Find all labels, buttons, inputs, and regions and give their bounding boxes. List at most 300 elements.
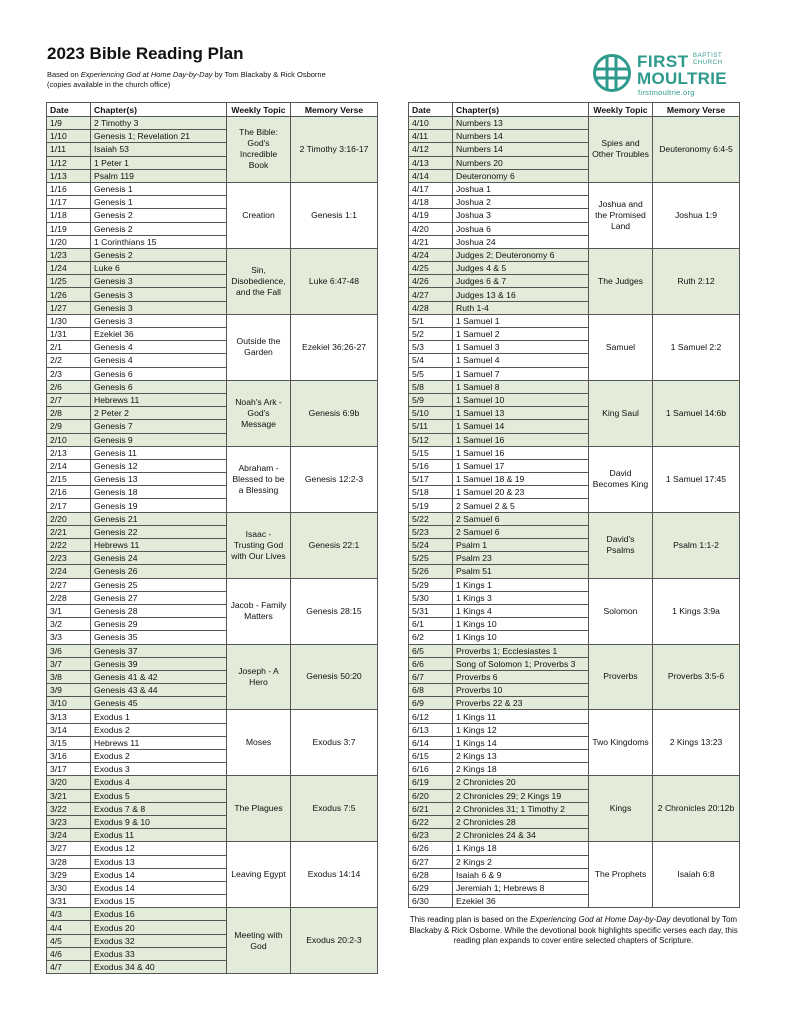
date-cell: 4/7: [47, 961, 91, 974]
date-cell: 1/18: [47, 209, 91, 222]
date-cell: 5/12: [409, 433, 453, 446]
date-cell: 3/15: [47, 736, 91, 749]
weekly-topic-cell: Joseph - A Hero: [227, 644, 291, 710]
memory-verse-cell: Isaiah 6:8: [653, 842, 740, 908]
weekly-topic-cell: Isaac - Trusting God with Our Lives: [227, 512, 291, 578]
memory-verse-cell: 2 Chronicles 20:12b: [653, 776, 740, 842]
chapter-cell: Joshua 3: [453, 209, 589, 222]
date-cell: 1/9: [47, 117, 91, 130]
weekly-topic-cell: David Becomes King: [589, 446, 653, 512]
table-row: [47, 842, 378, 855]
table-row: [47, 644, 378, 657]
verse-header: Memory Verse: [291, 103, 378, 117]
weekly-topic-cell: Joshua and the Promised Land: [589, 182, 653, 248]
subtitle-line-2: (copies available in the church office): [47, 80, 171, 89]
date-cell: 6/19: [409, 776, 453, 789]
table-row: [47, 314, 378, 327]
memory-verse-cell: Genesis 22:1: [291, 512, 378, 578]
chapter-cell: 2 Chronicles 29; 2 Kings 19: [453, 789, 589, 802]
weekly-topic-cell: Abraham - Blessed to be a Blessing: [227, 446, 291, 512]
date-cell: 5/3: [409, 341, 453, 354]
date-cell: 6/5: [409, 644, 453, 657]
chapter-cell: Exodus 9 & 10: [91, 815, 227, 828]
chapter-cell: Genesis 28: [91, 604, 227, 617]
chapter-cell: Genesis 39: [91, 657, 227, 670]
chapter-cell: 1 Kings 10: [453, 631, 589, 644]
date-cell: 5/30: [409, 591, 453, 604]
subtitle-prefix: Based on: [47, 70, 81, 79]
chapter-cell: Exodus 7 & 8: [91, 802, 227, 815]
weekly-topic-cell: The Bible: God's Incredible Book: [227, 117, 291, 183]
chapter-cell: Numbers 14: [453, 130, 589, 143]
memory-verse-cell: 2 Kings 13:23: [653, 710, 740, 776]
chapter-cell: Exodus 14: [91, 881, 227, 894]
chapter-cell: Ruth 1-4: [453, 301, 589, 314]
date-cell: 4/12: [409, 143, 453, 156]
chapter-cell: 1 Samuel 16: [453, 446, 589, 459]
chapter-cell: Jeremiah 1; Hebrews 8: [453, 881, 589, 894]
memory-verse-cell: 2 Timothy 3:16-17: [291, 117, 378, 183]
memory-verse-cell: Exodus 14:14: [291, 842, 378, 908]
date-cell: 6/7: [409, 670, 453, 683]
chapter-cell: 2 Kings 13: [453, 750, 589, 763]
chapter-cell: Genesis 2: [91, 248, 227, 261]
memory-verse-cell: Proverbs 3:5-6: [653, 644, 740, 710]
weekly-topic-cell: David's Psalms: [589, 512, 653, 578]
table-row: [409, 776, 740, 789]
chapter-cell: Genesis 3: [91, 275, 227, 288]
memory-verse-cell: Exodus 7:5: [291, 776, 378, 842]
date-cell: 5/5: [409, 367, 453, 380]
date-cell: 1/12: [47, 156, 91, 169]
date-header: Date: [47, 103, 91, 117]
date-cell: 5/10: [409, 407, 453, 420]
chapter-cell: 2 Chronicles 28: [453, 815, 589, 828]
chapter-cell: 1 Samuel 4: [453, 354, 589, 367]
chapter-cell: Genesis 25: [91, 578, 227, 591]
chapter-cell: Exodus 14: [91, 868, 227, 881]
chapter-cell: 2 Timothy 3: [91, 117, 227, 130]
chapter-cell: Genesis 35: [91, 631, 227, 644]
memory-verse-cell: Exodus 3:7: [291, 710, 378, 776]
logo-moultrie: MOULTRIE: [637, 69, 727, 88]
date-cell: 2/6: [47, 380, 91, 393]
date-cell: 2/21: [47, 525, 91, 538]
table-row: [47, 117, 378, 130]
chapter-cell: 2 Kings 2: [453, 855, 589, 868]
weekly-topic-cell: Creation: [227, 182, 291, 248]
date-cell: 2/7: [47, 393, 91, 406]
date-cell: 2/1: [47, 341, 91, 354]
weekly-topic-cell: Proverbs: [589, 644, 653, 710]
chapter-cell: Proverbs 10: [453, 684, 589, 697]
date-cell: 3/8: [47, 670, 91, 683]
memory-verse-cell: Genesis 28:15: [291, 578, 378, 644]
table-header-row: [409, 103, 740, 117]
date-cell: 6/2: [409, 631, 453, 644]
table-row: [409, 446, 740, 459]
table-row: [409, 512, 740, 525]
chapter-cell: 2 Chronicles 31; 1 Timothy 2: [453, 802, 589, 815]
footnote-text-2: devotional by Tom Blackaby & Rick Osborne. While the devotional book highlights specific verses each day, this reading plan expands to cover entire selected chapters of Scripture.: [409, 915, 738, 945]
date-cell: 5/15: [409, 446, 453, 459]
date-cell: 4/19: [409, 209, 453, 222]
chapter-cell: Genesis 27: [91, 591, 227, 604]
date-cell: 5/25: [409, 552, 453, 565]
chapter-cell: 1 Kings 1: [453, 578, 589, 591]
table-header-row: [47, 103, 378, 117]
weekly-topic-cell: Spies and Other Troubles: [589, 117, 653, 183]
footnote: [408, 915, 739, 947]
subtitle-line-1: [47, 70, 326, 80]
chapter-cell: Exodus 2: [91, 723, 227, 736]
table-row: [47, 380, 378, 393]
chapter-cell: 2 Samuel 6: [453, 512, 589, 525]
memory-verse-cell: 1 Samuel 2:2: [653, 314, 740, 380]
date-cell: 3/6: [47, 644, 91, 657]
date-cell: 4/20: [409, 222, 453, 235]
date-cell: 3/29: [47, 868, 91, 881]
date-cell: 6/28: [409, 868, 453, 881]
date-cell: 2/14: [47, 459, 91, 472]
date-cell: 1/16: [47, 182, 91, 195]
chapter-cell: Exodus 1: [91, 710, 227, 723]
chapter-cell: 1 Samuel 17: [453, 459, 589, 472]
memory-verse-cell: Psalm 1:1-2: [653, 512, 740, 578]
chapter-cell: Genesis 19: [91, 499, 227, 512]
date-cell: 2/17: [47, 499, 91, 512]
chapter-cell: Genesis 29: [91, 618, 227, 631]
chapter-cell: Genesis 1; Revelation 21: [91, 130, 227, 143]
memory-verse-cell: Genesis 6:9b: [291, 380, 378, 446]
date-cell: 1/25: [47, 275, 91, 288]
chapter-cell: Genesis 2: [91, 209, 227, 222]
date-cell: 1/10: [47, 130, 91, 143]
date-cell: 4/24: [409, 248, 453, 261]
date-cell: 5/8: [409, 380, 453, 393]
chapter-cell: 2 Chronicles 24 & 34: [453, 829, 589, 842]
chapter-cell: Genesis 9: [91, 433, 227, 446]
chapter-cell: Hebrews 11: [91, 539, 227, 552]
chapter-cell: Genesis 37: [91, 644, 227, 657]
table-row: [47, 248, 378, 261]
date-cell: 1/19: [47, 222, 91, 235]
memory-verse-cell: Genesis 1:1: [291, 182, 378, 248]
chapter-cell: Judges 2; Deuteronomy 6: [453, 248, 589, 261]
table-row: [409, 314, 740, 327]
weekly-topic-cell: Solomon: [589, 578, 653, 644]
date-cell: 5/24: [409, 539, 453, 552]
date-cell: 5/11: [409, 420, 453, 433]
date-cell: 1/27: [47, 301, 91, 314]
chapter-cell: 1 Kings 4: [453, 604, 589, 617]
chapter-cell: 1 Samuel 18 & 19: [453, 473, 589, 486]
date-cell: 6/29: [409, 881, 453, 894]
chapter-cell: Exodus 4: [91, 776, 227, 789]
date-cell: 3/27: [47, 842, 91, 855]
date-cell: 1/11: [47, 143, 91, 156]
date-cell: 2/2: [47, 354, 91, 367]
date-cell: 2/13: [47, 446, 91, 459]
date-cell: 4/6: [47, 947, 91, 960]
chapter-cell: 2 Samuel 6: [453, 525, 589, 538]
date-cell: 6/14: [409, 736, 453, 749]
chapter-cell: Genesis 24: [91, 552, 227, 565]
date-cell: 4/13: [409, 156, 453, 169]
chapter-cell: Numbers 13: [453, 117, 589, 130]
chapter-cell: Exodus 5: [91, 789, 227, 802]
date-cell: 3/31: [47, 895, 91, 908]
chapter-cell: Numbers 14: [453, 143, 589, 156]
weekly-topic-cell: The Judges: [589, 248, 653, 314]
logo-church: CHURCH: [693, 60, 723, 66]
chapter-cell: Proverbs 22 & 23: [453, 697, 589, 710]
topic-header: Weekly Topic: [589, 103, 653, 117]
date-cell: 3/10: [47, 697, 91, 710]
date-cell: 1/31: [47, 328, 91, 341]
date-cell: 3/17: [47, 763, 91, 776]
chapter-cell: 1 Kings 10: [453, 618, 589, 631]
chapters-header: Chapter(s): [453, 103, 589, 117]
chapter-cell: 1 Samuel 2: [453, 328, 589, 341]
date-cell: 5/17: [409, 473, 453, 486]
subtitle: [47, 70, 326, 90]
chapter-cell: Psalm 1: [453, 539, 589, 552]
table-row: [409, 578, 740, 591]
date-cell: 5/26: [409, 565, 453, 578]
chapter-cell: 1 Kings 18: [453, 842, 589, 855]
date-cell: 6/21: [409, 802, 453, 815]
chapter-cell: Deuteronomy 6: [453, 169, 589, 182]
date-cell: 3/7: [47, 657, 91, 670]
chapter-cell: 1 Kings 14: [453, 736, 589, 749]
chapter-cell: Exodus 20: [91, 921, 227, 934]
subtitle-authors: by Tom Blackaby & Rick Osborne: [212, 70, 326, 79]
date-cell: 4/25: [409, 262, 453, 275]
date-cell: 5/16: [409, 459, 453, 472]
chapter-cell: Joshua 1: [453, 182, 589, 195]
date-cell: 6/12: [409, 710, 453, 723]
date-cell: 6/20: [409, 789, 453, 802]
chapter-cell: Hebrews 11: [91, 736, 227, 749]
chapter-cell: 1 Samuel 7: [453, 367, 589, 380]
date-cell: 6/15: [409, 750, 453, 763]
date-cell: 1/26: [47, 288, 91, 301]
weekly-topic-cell: Outside the Garden: [227, 314, 291, 380]
weekly-topic-cell: Kings: [589, 776, 653, 842]
date-cell: 3/1: [47, 604, 91, 617]
date-cell: 6/9: [409, 697, 453, 710]
chapter-cell: Exodus 13: [91, 855, 227, 868]
weekly-topic-cell: Meeting with God: [227, 908, 291, 974]
chapter-cell: Exodus 11: [91, 829, 227, 842]
chapter-cell: Genesis 26: [91, 565, 227, 578]
date-cell: 1/20: [47, 235, 91, 248]
date-cell: 5/29: [409, 578, 453, 591]
logo-baptist: BAPTIST: [693, 53, 723, 59]
chapter-cell: Genesis 1: [91, 196, 227, 209]
date-cell: 4/17: [409, 182, 453, 195]
date-cell: 5/23: [409, 525, 453, 538]
memory-verse-cell: 1 Kings 3:9a: [653, 578, 740, 644]
date-cell: 6/1: [409, 618, 453, 631]
date-cell: 2/16: [47, 486, 91, 499]
chapter-cell: Psalm 119: [91, 169, 227, 182]
weekly-topic-cell: King Saul: [589, 380, 653, 446]
chapter-cell: 1 Kings 3: [453, 591, 589, 604]
chapter-cell: 1 Kings 12: [453, 723, 589, 736]
date-cell: 3/2: [47, 618, 91, 631]
chapter-cell: Genesis 41 & 42: [91, 670, 227, 683]
weekly-topic-cell: Noah's Ark - God's Message: [227, 380, 291, 446]
date-cell: 3/20: [47, 776, 91, 789]
memory-verse-cell: Joshua 1:9: [653, 182, 740, 248]
date-cell: 3/14: [47, 723, 91, 736]
date-cell: 3/3: [47, 631, 91, 644]
date-cell: 1/23: [47, 248, 91, 261]
date-cell: 4/21: [409, 235, 453, 248]
date-cell: 1/30: [47, 314, 91, 327]
chapter-cell: 1 Corinthians 15: [91, 235, 227, 248]
date-cell: 5/18: [409, 486, 453, 499]
weekly-topic-cell: The Prophets: [589, 842, 653, 908]
chapters-header: Chapter(s): [91, 103, 227, 117]
memory-verse-cell: Deuteronomy 6:4-5: [653, 117, 740, 183]
chapter-cell: Exodus 15: [91, 895, 227, 908]
date-cell: 6/16: [409, 763, 453, 776]
table-row: [409, 842, 740, 855]
date-cell: 3/9: [47, 684, 91, 697]
logo-baptist-church: [693, 53, 723, 67]
chapter-cell: Genesis 6: [91, 367, 227, 380]
weekly-topic-cell: Leaving Egypt: [227, 842, 291, 908]
table-row: [47, 446, 378, 459]
chapter-cell: Genesis 2: [91, 222, 227, 235]
date-cell: 4/11: [409, 130, 453, 143]
date-cell: 2/15: [47, 473, 91, 486]
chapter-cell: Exodus 16: [91, 908, 227, 921]
date-cell: 4/18: [409, 196, 453, 209]
chapter-cell: Genesis 4: [91, 341, 227, 354]
date-cell: 5/19: [409, 499, 453, 512]
footnote-text-1: This reading plan is based on the: [409, 915, 530, 924]
date-cell: 4/4: [47, 921, 91, 934]
date-cell: 2/23: [47, 552, 91, 565]
date-cell: 6/23: [409, 829, 453, 842]
topic-header: Weekly Topic: [227, 103, 291, 117]
chapter-cell: 1 Samuel 20 & 23: [453, 486, 589, 499]
date-cell: 3/16: [47, 750, 91, 763]
chapter-cell: Genesis 1: [91, 182, 227, 195]
weekly-topic-cell: Two Kingdoms: [589, 710, 653, 776]
chapter-cell: Proverbs 6: [453, 670, 589, 683]
table-row: [47, 710, 378, 723]
date-cell: 5/2: [409, 328, 453, 341]
logo-first: FIRST: [637, 52, 689, 71]
date-cell: 6/22: [409, 815, 453, 828]
memory-verse-cell: Genesis 12:2-3: [291, 446, 378, 512]
chapter-cell: Numbers 20: [453, 156, 589, 169]
chapter-cell: Judges 6 & 7: [453, 275, 589, 288]
weekly-topic-cell: The Plagues: [227, 776, 291, 842]
table-row: [409, 182, 740, 195]
date-cell: 5/1: [409, 314, 453, 327]
table-row: [409, 117, 740, 130]
table-row: [47, 578, 378, 591]
chapter-cell: Genesis 3: [91, 314, 227, 327]
table-row: [409, 710, 740, 723]
chapter-cell: 1 Samuel 13: [453, 407, 589, 420]
chapter-cell: Ezekiel 36: [453, 895, 589, 908]
date-cell: 4/14: [409, 169, 453, 182]
table-row: [409, 380, 740, 393]
date-cell: 6/30: [409, 895, 453, 908]
memory-verse-cell: 1 Samuel 17:45: [653, 446, 740, 512]
date-cell: 5/22: [409, 512, 453, 525]
date-cell: 5/9: [409, 393, 453, 406]
chapter-cell: 2 Peter 2: [91, 407, 227, 420]
chapter-cell: 1 Samuel 1: [453, 314, 589, 327]
date-cell: 4/27: [409, 288, 453, 301]
reading-table-right: [408, 102, 740, 908]
table-row: [409, 248, 740, 261]
chapter-cell: Hebrews 11: [91, 393, 227, 406]
verse-header: Memory Verse: [653, 103, 740, 117]
page-title: 2023 Bible Reading Plan: [47, 44, 244, 63]
table-row: [47, 512, 378, 525]
subtitle-book-title: Experiencing God at Home Day-by-Day: [80, 70, 213, 79]
chapter-cell: Joshua 2: [453, 196, 589, 209]
date-cell: 1/13: [47, 169, 91, 182]
date-cell: 3/21: [47, 789, 91, 802]
chapter-cell: Genesis 7: [91, 420, 227, 433]
chapter-cell: Exodus 2: [91, 750, 227, 763]
chapter-cell: Genesis 18: [91, 486, 227, 499]
date-cell: 4/3: [47, 908, 91, 921]
chapter-cell: Proverbs 1; Ecclesiastes 1: [453, 644, 589, 657]
chapter-cell: Psalm 23: [453, 552, 589, 565]
memory-verse-cell: Genesis 50:20: [291, 644, 378, 710]
date-cell: 4/5: [47, 934, 91, 947]
memory-verse-cell: Ezekiel 36:26-27: [291, 314, 378, 380]
date-cell: 2/9: [47, 420, 91, 433]
footnote-book-title: Experiencing God at Home Day-by-Day: [530, 915, 671, 924]
weekly-topic-cell: Jacob - Family Matters: [227, 578, 291, 644]
memory-verse-cell: Ruth 2:12: [653, 248, 740, 314]
chapter-cell: Exodus 34 & 40: [91, 961, 227, 974]
date-cell: 4/26: [409, 275, 453, 288]
date-cell: 3/30: [47, 881, 91, 894]
date-cell: 3/13: [47, 710, 91, 723]
date-cell: 6/26: [409, 842, 453, 855]
chapter-cell: Isaiah 6 & 9: [453, 868, 589, 881]
chapter-cell: Genesis 3: [91, 288, 227, 301]
date-cell: 4/28: [409, 301, 453, 314]
memory-verse-cell: Luke 6:47-48: [291, 248, 378, 314]
date-cell: 6/8: [409, 684, 453, 697]
date-cell: 6/6: [409, 657, 453, 670]
chapter-cell: Genesis 22: [91, 525, 227, 538]
chapter-cell: Luke 6: [91, 262, 227, 275]
memory-verse-cell: 1 Samuel 14:6b: [653, 380, 740, 446]
chapter-cell: Psalm 51: [453, 565, 589, 578]
date-cell: 4/10: [409, 117, 453, 130]
chapter-cell: 1 Peter 1: [91, 156, 227, 169]
chapter-cell: Genesis 13: [91, 473, 227, 486]
chapter-cell: Judges 13 & 16: [453, 288, 589, 301]
chapter-cell: Joshua 24: [453, 235, 589, 248]
chapter-cell: Genesis 21: [91, 512, 227, 525]
